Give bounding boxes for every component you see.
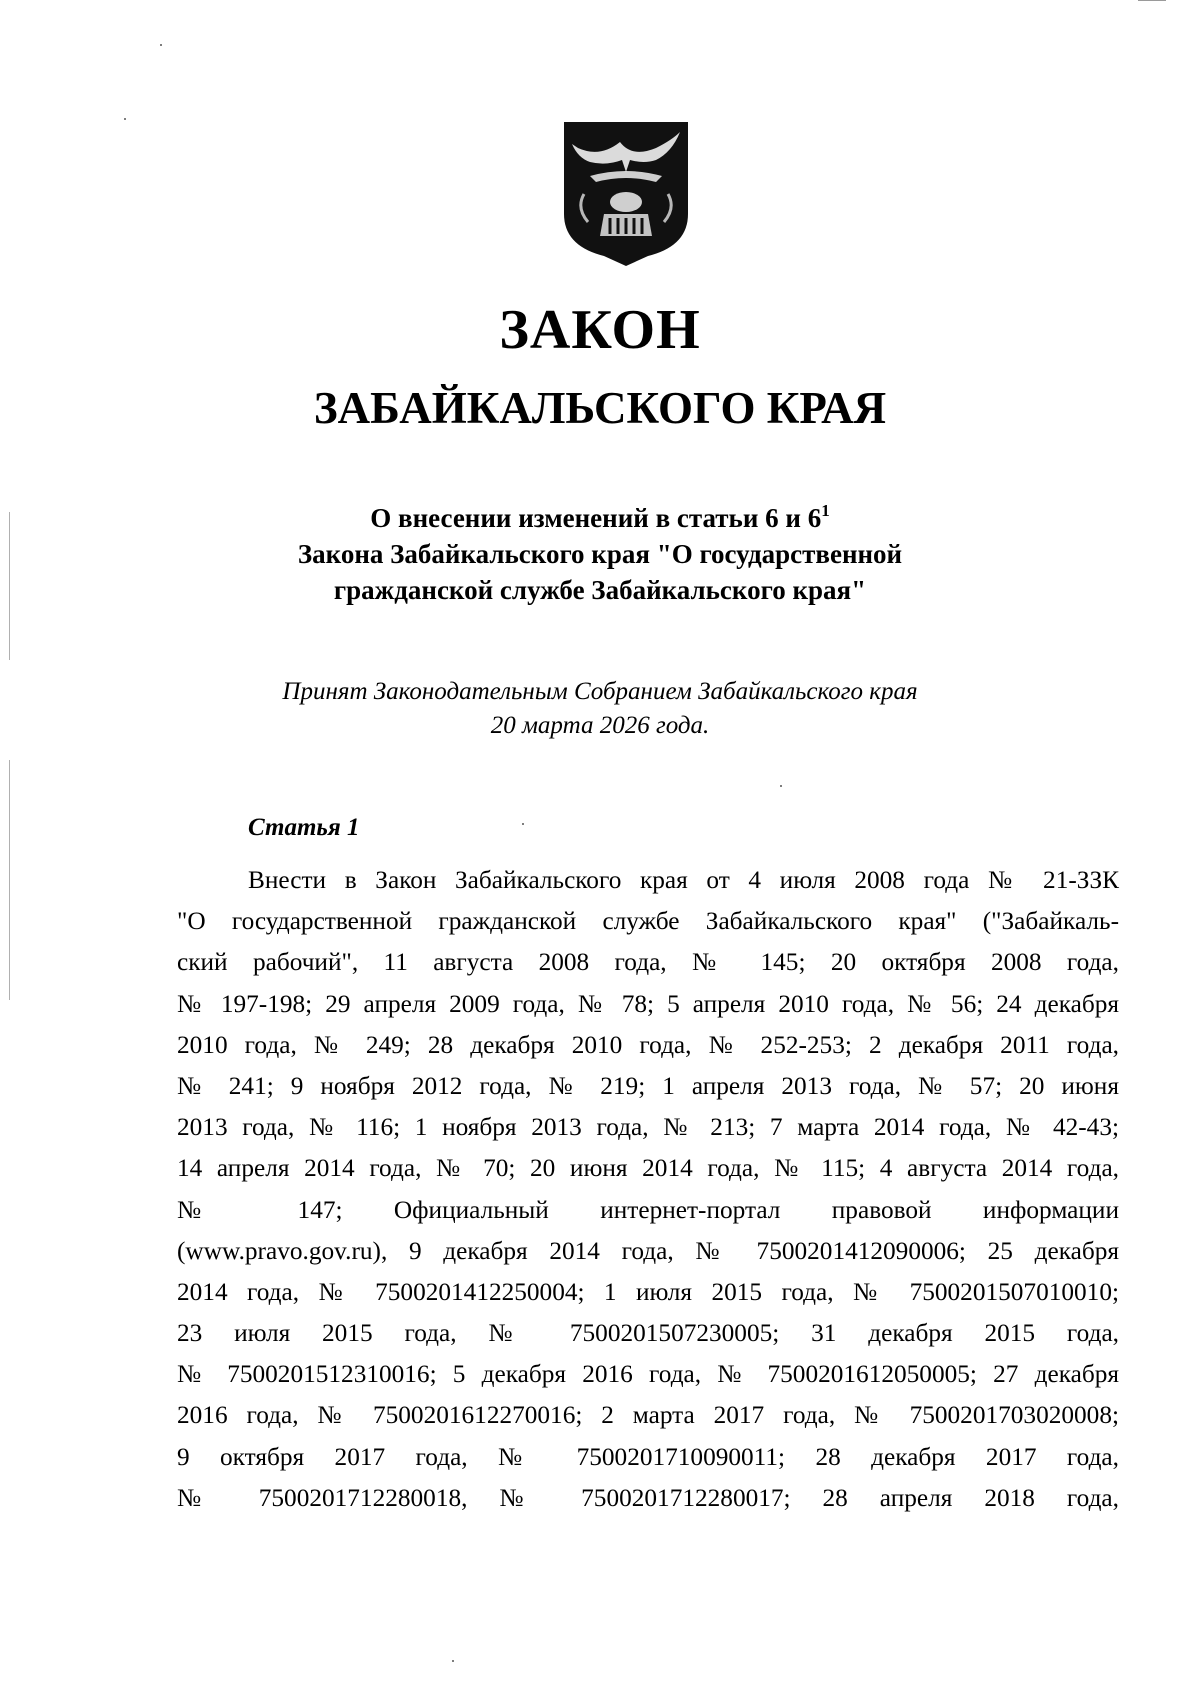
body-line: 23 июля 2015 года, № 7500201507230005; 31 декабря 2015 года, — [177, 1319, 1119, 1348]
adoption-date: 20 марта 2026 года. — [490, 712, 710, 739]
body-line: (www.pravo.gov.ru), 9 декабря 2014 года, № 7500201412090006; 25 декабря — [177, 1236, 1119, 1265]
body-line: № 197-198; 29 апреля 2009 года, № 78; 5 апреля 2010 года, № 56; 24 декабря — [177, 989, 1119, 1018]
scan-margin-line — [9, 760, 10, 1000]
scan-speck — [160, 44, 162, 46]
body-line: 2013 года, № 116; 1 ноября 2013 года, № 213; 7 марта 2014 года, № 42-43; — [177, 1113, 1119, 1142]
body-line: № 241; 9 ноября 2012 года, № 219; 1 апреля 2013 года, № 57; 20 июня — [177, 1071, 1119, 1100]
body-line: 2014 года, № 7500201412250004; 1 июля 2015 года, № 7500201507010010; — [177, 1277, 1119, 1306]
scan-speck — [780, 785, 782, 787]
law-region: ЗАБАЙКАЛЬСКОГО КРАЯ — [313, 383, 887, 433]
adoption-line: Принят Законодательным Собранием Забайкальского края — [282, 678, 918, 705]
scan-edge-mark — [1138, 0, 1166, 1]
body-line: № 147; Официальный интернет-портал правовой информации — [177, 1195, 1119, 1224]
article-body — [177, 860, 1119, 1519]
law-subject-line: гражданской службе Забайкальского края" — [333, 575, 867, 605]
body-line: 2016 года, № 7500201612270016; 2 марта 2017 года, № 7500201703020008; — [177, 1401, 1119, 1430]
body-line: 2010 года, № 249; 28 декабря 2010 года, № 252-253; 2 декабря 2011 года, — [177, 1030, 1119, 1059]
article-superscript: 1 — [821, 501, 830, 520]
adoption-note — [0, 675, 1200, 743]
law-title: ЗАКОН — [499, 299, 701, 361]
body-line: 9 октября 2017 года, № 7500201710090011; 28 декабря 2017 года, — [177, 1442, 1119, 1471]
law-subject-line — [0, 500, 1200, 536]
law-subject — [0, 500, 1200, 608]
body-line: № 7500201512310016; 5 декабря 2016 года, № 7500201612050005; 27 декабря — [177, 1360, 1119, 1389]
body-line: ский рабочий", 11 августа 2008 года, № 145; 20 октября 2008 года, — [177, 948, 1119, 977]
scan-speck — [452, 1660, 454, 1662]
body-line: № 7500201712280018, № 7500201712280017; 28 апреля 2018 года, — [177, 1483, 1119, 1512]
scan-speck — [124, 118, 126, 120]
article-heading: Статья 1 — [248, 814, 360, 841]
coat-of-arms-emblem — [560, 118, 692, 268]
law-subject-text: О внесении изменений в статьи 6 и 6 — [370, 503, 822, 533]
body-line: Внести в Закон Забайкальского края от 4 июля 2008 года № 21-ЗЗК — [248, 866, 1119, 894]
body-line: "О государственной гражданской службе Забайкальского края" ("Забайкаль- — [177, 907, 1119, 936]
body-line: 14 апреля 2014 года, № 70; 20 июня 2014 года, № 115; 4 августа 2014 года, — [177, 1154, 1119, 1183]
scan-speck — [522, 823, 524, 825]
law-subject-line: Закона Забайкальского края "О государственной — [297, 539, 903, 569]
